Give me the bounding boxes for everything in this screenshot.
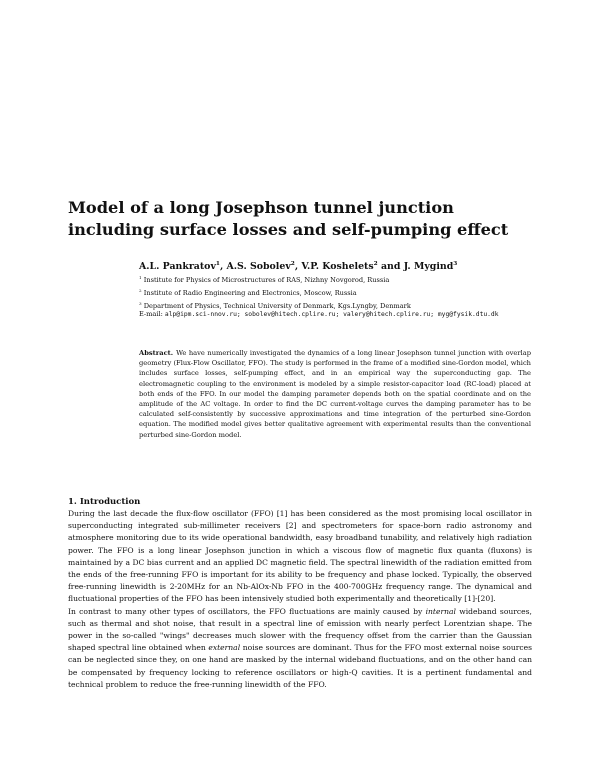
author-list bbox=[139, 258, 539, 273]
author: A.L. Pankratov$^1$, bbox=[139, 261, 227, 273]
affiliation-list bbox=[139, 273, 539, 312]
contact-emails bbox=[139, 310, 529, 320]
section-heading: 1. Introduction bbox=[68, 497, 141, 507]
affiliation: $^1$ Institute for Physics of Microstructures of RAS, Nizhny Novgorod, Russia bbox=[139, 275, 390, 285]
introduction-text: During the last decade the flux-flow oscillator (FFO) [1] has been considered as the most promising local oscillator in superconducting integrated sub-millimeter receivers [2] and spectrometers for space-born radio astronomy and atmosphere monitoring due to its wide operational bandwidth, easy broadband tunability, and relatively high radiation power. The FFO is a long linear Josephson junction in which a viscous flow of magnetic flux quanta (fluxons) is maintained by a DC bias current and an applied DC magnetic field. The spectral linewidth of the radiation emitted from the ends of the free-running FFO is important for its ability to be frequency and phase locked. Typically, the observed free-running linewidth is 2-20MHz for an Nb-AlOx-Nb FFO in the 400-700GHz frequency range. The dynamical and fluctuational properties of the FFO has been intensively studied both experimentally and theoretically [1]-[20]. In contrast to many other types of oscillators, the FFO fluctuations are mainly caused by internal wideband sources, such as thermal and shot noise, that result in a spectral line of emission with nearly perfect Lorentzian shape. The power in the so-called "wings" decreases much slower with the frequency offset from the carrier than the Gaussian shaped spectral line obtained when external noise sources are dominant. Thus for the FFO most external noise sources can be neglected since they, on one hand are masked by the internal wideband fluctuations, and on the other hand can be compensated by frequency locking to reference oscillators or high-Q cavities. It is a pertinent fundamental and technical problem to reduce the free-running linewidth of the FFO. bbox=[68, 509, 532, 689]
abstract-text: We have numerically investigated the dynamics of a long linear Josephson tunnel junction with overlap geometry (Flux-Flow Oscillator, FFO). The study is performed in the frame of a modified sine-Gordon model, which includes surface losses, self-pumping effect, and in an empirical way the superconducting gap. The electromagnetic coupling to the environment is modeled by a simple resistor-capacitor load (RC-load) placed at both ends of the FFO. In our model the damping parameter depends both on the spatial coordinate and on the amplitude of the AC voltage. In order to find the DC current-voltage curves the damping parameter has to be calculated self-consistently by successive approximations and time integration of the perturbed sine-Gordon equation. The modified model gives better qualitative agreement with experimental results than the conventional perturbed sine-Gordon model. bbox=[139, 349, 531, 439]
email-label: E-mail: bbox=[139, 310, 163, 318]
abstract-label: Abstract. bbox=[139, 349, 174, 357]
email-addresses: alp@ipm.sci-nnov.ru; sobolev@hitech.cplire.ru; valery@hitech.cplire.ru; myg@fysik.dtu.dk bbox=[164, 311, 499, 318]
author: V.P. Koshelets$^2$ and bbox=[301, 261, 404, 273]
affiliation: $^2$ Institute of Radio Engineering and Electronics, Moscow, Russia bbox=[139, 287, 357, 298]
author: A.S. Sobolev$^2$, bbox=[226, 261, 302, 273]
affiliation: $^3$ Department of Physics, Technical University of Denmark, Kgs.Lyngby, Denmark bbox=[139, 300, 411, 311]
abstract bbox=[139, 348, 531, 440]
author: J. Mygind$^3$ bbox=[403, 261, 458, 273]
paper-title: Model of a long Josephson tunnel junction including surface losses and self-pumping effect bbox=[68, 198, 509, 239]
